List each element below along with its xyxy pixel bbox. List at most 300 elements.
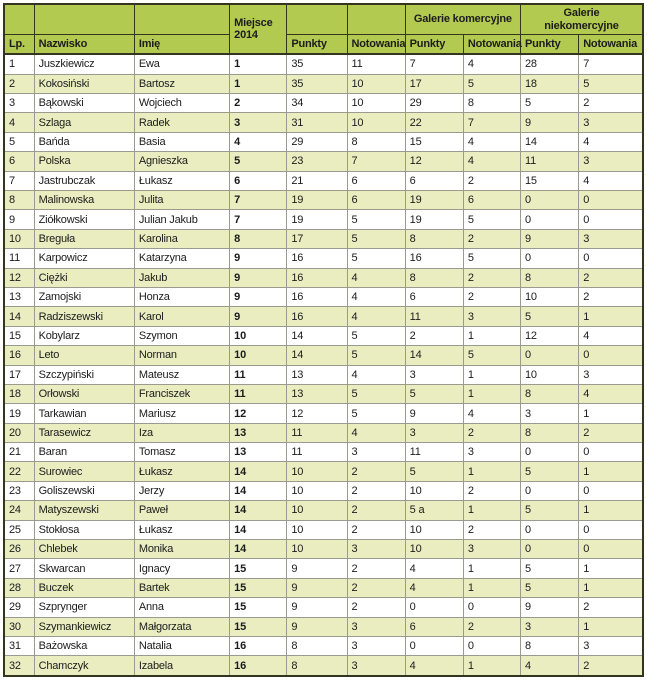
- cell-lp: 5: [4, 132, 34, 151]
- cell-gn-punkty: 18: [521, 74, 579, 93]
- cell-gk-punkty: 5: [405, 462, 463, 481]
- cell-gk-notowania: 2: [463, 171, 520, 190]
- cell-nazwisko: Bąkowski: [34, 94, 134, 113]
- cell-notowania: 5: [347, 384, 405, 403]
- cell-lp: 31: [4, 637, 34, 656]
- cell-gn-notowania: 7: [579, 54, 643, 74]
- cell-miejsce-2014: 11: [230, 365, 287, 384]
- cell-miejsce-2014: 11: [230, 384, 287, 403]
- cell-notowania: 10: [347, 94, 405, 113]
- cell-nazwisko: Szprynger: [34, 598, 134, 617]
- cell-nazwisko: Kobylarz: [34, 326, 134, 345]
- cell-notowania: 11: [347, 54, 405, 74]
- cell-nazwisko: Matyszewski: [34, 501, 134, 520]
- cell-notowania: 2: [347, 578, 405, 597]
- cell-imie: Agnieszka: [134, 152, 229, 171]
- column-header-imie: Imię: [134, 35, 229, 55]
- cell-gn-punkty: 28: [521, 54, 579, 74]
- cell-imie: Jerzy: [134, 481, 229, 500]
- cell-gn-notowania: 4: [579, 132, 643, 151]
- cell-notowania: 4: [347, 423, 405, 442]
- table-row: [4, 501, 643, 520]
- cell-gk-punkty: 5 a: [405, 501, 463, 520]
- cell-miejsce-2014: 9: [230, 307, 287, 326]
- cell-imie: Julian Jakub: [134, 210, 229, 229]
- cell-gn-punkty: 0: [521, 520, 579, 539]
- table-body: [4, 54, 643, 676]
- cell-miejsce-2014: 14: [230, 520, 287, 539]
- artist-ranking-table: [3, 3, 644, 677]
- cell-punkty: 35: [287, 54, 347, 74]
- cell-lp: 25: [4, 520, 34, 539]
- cell-nazwisko: Ciężki: [34, 268, 134, 287]
- cell-miejsce-2014: 3: [230, 113, 287, 132]
- column-header-miejsce-2014: Miejsce 2014: [230, 4, 287, 54]
- table-row: [4, 171, 643, 190]
- cell-gk-punkty: 7: [405, 54, 463, 74]
- cell-notowania: 4: [347, 268, 405, 287]
- cell-miejsce-2014: 14: [230, 481, 287, 500]
- cell-notowania: 7: [347, 152, 405, 171]
- cell-nazwisko: Chlebek: [34, 540, 134, 559]
- cell-notowania: 5: [347, 210, 405, 229]
- cell-gn-notowania: 2: [579, 598, 643, 617]
- cell-gn-punkty: 4: [521, 656, 579, 676]
- cell-notowania: 2: [347, 559, 405, 578]
- cell-gk-punkty: 4: [405, 578, 463, 597]
- cell-gn-notowania: 0: [579, 540, 643, 559]
- cell-miejsce-2014: 4: [230, 132, 287, 151]
- cell-imie: Karolina: [134, 229, 229, 248]
- cell-gn-notowania: 1: [579, 617, 643, 636]
- cell-gn-punkty: 5: [521, 559, 579, 578]
- column-header-gk-punkty: Punkty: [405, 35, 463, 55]
- cell-gk-notowania: 2: [463, 287, 520, 306]
- cell-gn-notowania: 0: [579, 520, 643, 539]
- cell-gk-notowania: 4: [463, 404, 520, 423]
- cell-punkty: 19: [287, 191, 347, 210]
- cell-lp: 11: [4, 249, 34, 268]
- header-spacer-lp: [4, 4, 34, 35]
- cell-lp: 4: [4, 113, 34, 132]
- cell-gk-punkty: 3: [405, 365, 463, 384]
- table-row: [4, 346, 643, 365]
- cell-gk-punkty: 17: [405, 74, 463, 93]
- column-header-nazwisko: Nazwisko: [34, 35, 134, 55]
- cell-miejsce-2014: 15: [230, 617, 287, 636]
- cell-gn-notowania: 1: [579, 462, 643, 481]
- cell-miejsce-2014: 16: [230, 637, 287, 656]
- cell-imie: Łukasz: [134, 520, 229, 539]
- table-row: [4, 423, 643, 442]
- table-row: [4, 540, 643, 559]
- cell-lp: 24: [4, 501, 34, 520]
- cell-gk-notowania: 1: [463, 501, 520, 520]
- table-row: [4, 210, 643, 229]
- header-spacer-imie: [134, 4, 229, 35]
- cell-gk-punkty: 6: [405, 171, 463, 190]
- cell-imie: Małgorzata: [134, 617, 229, 636]
- cell-gk-notowania: 6: [463, 191, 520, 210]
- cell-gk-notowania: 0: [463, 637, 520, 656]
- cell-gn-notowania: 4: [579, 326, 643, 345]
- cell-gk-notowania: 1: [463, 559, 520, 578]
- cell-gn-notowania: 0: [579, 210, 643, 229]
- cell-miejsce-2014: 8: [230, 229, 287, 248]
- cell-gk-notowania: 2: [463, 617, 520, 636]
- cell-imie: Norman: [134, 346, 229, 365]
- cell-nazwisko: Malinowska: [34, 191, 134, 210]
- cell-punkty: 10: [287, 481, 347, 500]
- cell-gk-notowania: 2: [463, 520, 520, 539]
- cell-lp: 32: [4, 656, 34, 676]
- cell-gk-notowania: 5: [463, 74, 520, 93]
- table-row: [4, 404, 643, 423]
- cell-punkty: 9: [287, 578, 347, 597]
- cell-imie: Ewa: [134, 54, 229, 74]
- header-group-row: [4, 4, 643, 35]
- cell-punkty: 9: [287, 617, 347, 636]
- cell-gk-notowania: 2: [463, 423, 520, 442]
- table-row: [4, 152, 643, 171]
- cell-imie: Katarzyna: [134, 249, 229, 268]
- table-row: [4, 637, 643, 656]
- cell-gn-punkty: 0: [521, 481, 579, 500]
- cell-notowania: 2: [347, 520, 405, 539]
- cell-gn-notowania: 0: [579, 443, 643, 462]
- cell-punkty: 10: [287, 540, 347, 559]
- cell-punkty: 35: [287, 74, 347, 93]
- cell-gk-punkty: 19: [405, 210, 463, 229]
- cell-gk-notowania: 5: [463, 346, 520, 365]
- cell-lp: 20: [4, 423, 34, 442]
- table-header: [4, 4, 643, 54]
- cell-nazwisko: Stokłosa: [34, 520, 134, 539]
- cell-gn-punkty: 8: [521, 268, 579, 287]
- header-spacer-nazwisko: [34, 4, 134, 35]
- cell-miejsce-2014: 14: [230, 462, 287, 481]
- cell-nazwisko: Buczek: [34, 578, 134, 597]
- cell-imie: Łukasz: [134, 462, 229, 481]
- header-label-row: [4, 35, 643, 55]
- cell-gn-punkty: 15: [521, 171, 579, 190]
- cell-nazwisko: Leto: [34, 346, 134, 365]
- cell-punkty: 10: [287, 501, 347, 520]
- table-row: [4, 559, 643, 578]
- cell-punkty: 14: [287, 326, 347, 345]
- cell-nazwisko: Surowiec: [34, 462, 134, 481]
- cell-punkty: 9: [287, 559, 347, 578]
- cell-lp: 18: [4, 384, 34, 403]
- cell-gn-notowania: 2: [579, 268, 643, 287]
- cell-gk-punkty: 10: [405, 540, 463, 559]
- cell-miejsce-2014: 7: [230, 210, 287, 229]
- cell-notowania: 5: [347, 249, 405, 268]
- cell-imie: Franciszek: [134, 384, 229, 403]
- cell-gk-punkty: 11: [405, 443, 463, 462]
- cell-notowania: 4: [347, 287, 405, 306]
- cell-notowania: 5: [347, 229, 405, 248]
- cell-nazwisko: Polska: [34, 152, 134, 171]
- cell-miejsce-2014: 1: [230, 54, 287, 74]
- cell-imie: Basia: [134, 132, 229, 151]
- cell-imie: Izabela: [134, 656, 229, 676]
- cell-gk-punkty: 29: [405, 94, 463, 113]
- cell-nazwisko: Szlaga: [34, 113, 134, 132]
- cell-punkty: 14: [287, 346, 347, 365]
- cell-gk-notowania: 5: [463, 249, 520, 268]
- cell-gk-punkty: 6: [405, 617, 463, 636]
- cell-imie: Tomasz: [134, 443, 229, 462]
- cell-punkty: 8: [287, 656, 347, 676]
- cell-gn-notowania: 2: [579, 94, 643, 113]
- cell-gk-punkty: 11: [405, 307, 463, 326]
- cell-gn-notowania: 4: [579, 384, 643, 403]
- cell-nazwisko: Zamojski: [34, 287, 134, 306]
- cell-gk-notowania: 3: [463, 443, 520, 462]
- cell-nazwisko: Goliszewski: [34, 481, 134, 500]
- cell-imie: Ignacy: [134, 559, 229, 578]
- cell-gn-notowania: 3: [579, 152, 643, 171]
- cell-gn-punkty: 5: [521, 578, 579, 597]
- cell-gk-notowania: 1: [463, 326, 520, 345]
- cell-nazwisko: Ziółkowski: [34, 210, 134, 229]
- table-row: [4, 249, 643, 268]
- cell-punkty: 29: [287, 132, 347, 151]
- cell-imie: Łukasz: [134, 171, 229, 190]
- cell-miejsce-2014: 9: [230, 268, 287, 287]
- cell-gn-notowania: 2: [579, 656, 643, 676]
- cell-miejsce-2014: 2: [230, 94, 287, 113]
- cell-punkty: 13: [287, 365, 347, 384]
- cell-gk-notowania: 1: [463, 365, 520, 384]
- cell-gn-punkty: 11: [521, 152, 579, 171]
- column-header-gn-notowania: Notowania: [579, 35, 643, 55]
- cell-miejsce-2014: 15: [230, 598, 287, 617]
- cell-gn-punkty: 3: [521, 617, 579, 636]
- cell-gk-punkty: 16: [405, 249, 463, 268]
- cell-gn-punkty: 0: [521, 540, 579, 559]
- table-row: [4, 268, 643, 287]
- cell-miejsce-2014: 16: [230, 656, 287, 676]
- cell-punkty: 16: [287, 307, 347, 326]
- header-spacer-punkty: [287, 4, 347, 35]
- cell-gn-punkty: 0: [521, 210, 579, 229]
- cell-imie: Bartek: [134, 578, 229, 597]
- cell-notowania: 2: [347, 501, 405, 520]
- cell-lp: 28: [4, 578, 34, 597]
- cell-notowania: 5: [347, 404, 405, 423]
- cell-imie: Radek: [134, 113, 229, 132]
- table-row: [4, 287, 643, 306]
- cell-gk-notowania: 1: [463, 384, 520, 403]
- cell-notowania: 3: [347, 656, 405, 676]
- cell-punkty: 10: [287, 520, 347, 539]
- cell-gk-notowania: 8: [463, 94, 520, 113]
- cell-punkty: 8: [287, 637, 347, 656]
- cell-lp: 13: [4, 287, 34, 306]
- cell-nazwisko: Jastrubczak: [34, 171, 134, 190]
- cell-gk-punkty: 3: [405, 423, 463, 442]
- cell-nazwisko: Breguła: [34, 229, 134, 248]
- cell-gn-punkty: 8: [521, 423, 579, 442]
- cell-gk-notowania: 2: [463, 268, 520, 287]
- cell-gn-punkty: 0: [521, 191, 579, 210]
- cell-gn-notowania: 3: [579, 229, 643, 248]
- cell-lp: 30: [4, 617, 34, 636]
- table-row: [4, 617, 643, 636]
- cell-miejsce-2014: 5: [230, 152, 287, 171]
- cell-lp: 1: [4, 54, 34, 74]
- cell-gn-punkty: 5: [521, 462, 579, 481]
- cell-nazwisko: Tarasewicz: [34, 423, 134, 442]
- cell-lp: 9: [4, 210, 34, 229]
- cell-gn-punkty: 0: [521, 249, 579, 268]
- cell-gn-notowania: 1: [579, 559, 643, 578]
- cell-gn-notowania: 1: [579, 578, 643, 597]
- cell-imie: Karol: [134, 307, 229, 326]
- table-row: [4, 74, 643, 93]
- cell-gk-notowania: 1: [463, 462, 520, 481]
- table-row: [4, 307, 643, 326]
- cell-gn-punkty: 10: [521, 287, 579, 306]
- cell-gk-notowania: 3: [463, 540, 520, 559]
- cell-nazwisko: Baran: [34, 443, 134, 462]
- cell-gn-notowania: 0: [579, 346, 643, 365]
- cell-punkty: 16: [287, 287, 347, 306]
- cell-punkty: 11: [287, 443, 347, 462]
- cell-gn-punkty: 5: [521, 501, 579, 520]
- cell-nazwisko: Szymankiewicz: [34, 617, 134, 636]
- table-row: [4, 598, 643, 617]
- cell-miejsce-2014: 9: [230, 249, 287, 268]
- cell-gk-notowania: 2: [463, 229, 520, 248]
- cell-gk-punkty: 4: [405, 656, 463, 676]
- cell-gk-punkty: 5: [405, 384, 463, 403]
- cell-gn-notowania: 0: [579, 481, 643, 500]
- cell-punkty: 9: [287, 598, 347, 617]
- group-header-galerie-niekomercyjne: Galerie niekomercyjne: [521, 4, 643, 35]
- column-header-gk-notowania: Notowania: [463, 35, 520, 55]
- cell-gn-punkty: 3: [521, 404, 579, 423]
- cell-gk-notowania: 4: [463, 54, 520, 74]
- cell-notowania: 6: [347, 171, 405, 190]
- cell-notowania: 5: [347, 346, 405, 365]
- cell-gn-notowania: 4: [579, 171, 643, 190]
- cell-miejsce-2014: 14: [230, 501, 287, 520]
- cell-notowania: 2: [347, 462, 405, 481]
- cell-gk-punkty: 9: [405, 404, 463, 423]
- cell-gk-notowania: 1: [463, 578, 520, 597]
- cell-nazwisko: Szczypiński: [34, 365, 134, 384]
- cell-lp: 14: [4, 307, 34, 326]
- table-row: [4, 462, 643, 481]
- cell-notowania: 6: [347, 191, 405, 210]
- cell-punkty: 12: [287, 404, 347, 423]
- cell-imie: Natalia: [134, 637, 229, 656]
- cell-notowania: 2: [347, 481, 405, 500]
- cell-imie: Monika: [134, 540, 229, 559]
- cell-punkty: 11: [287, 423, 347, 442]
- table-row: [4, 443, 643, 462]
- cell-gk-notowania: 4: [463, 132, 520, 151]
- cell-miejsce-2014: 12: [230, 404, 287, 423]
- cell-gn-notowania: 2: [579, 287, 643, 306]
- cell-imie: Mateusz: [134, 365, 229, 384]
- cell-lp: 2: [4, 74, 34, 93]
- cell-imie: Honza: [134, 287, 229, 306]
- cell-gk-punkty: 8: [405, 229, 463, 248]
- cell-lp: 22: [4, 462, 34, 481]
- table-row: [4, 113, 643, 132]
- cell-lp: 19: [4, 404, 34, 423]
- cell-gn-notowania: 2: [579, 423, 643, 442]
- cell-miejsce-2014: 15: [230, 578, 287, 597]
- cell-punkty: 10: [287, 462, 347, 481]
- cell-gn-notowania: 0: [579, 191, 643, 210]
- table-row: [4, 54, 643, 74]
- cell-gk-notowania: 0: [463, 598, 520, 617]
- cell-nazwisko: Kokosiński: [34, 74, 134, 93]
- table-row: [4, 191, 643, 210]
- cell-lp: 3: [4, 94, 34, 113]
- table-row: [4, 132, 643, 151]
- cell-lp: 29: [4, 598, 34, 617]
- header-spacer-notowania: [347, 4, 405, 35]
- table-row: [4, 94, 643, 113]
- cell-nazwisko: Chamczyk: [34, 656, 134, 676]
- cell-gk-notowania: 5: [463, 210, 520, 229]
- cell-lp: 17: [4, 365, 34, 384]
- cell-lp: 27: [4, 559, 34, 578]
- cell-miejsce-2014: 13: [230, 423, 287, 442]
- table-row: [4, 229, 643, 248]
- cell-gn-notowania: 5: [579, 74, 643, 93]
- cell-gn-notowania: 3: [579, 113, 643, 132]
- cell-gk-punkty: 0: [405, 637, 463, 656]
- cell-notowania: 10: [347, 113, 405, 132]
- column-header-lp: Lp.: [4, 35, 34, 55]
- cell-miejsce-2014: 7: [230, 191, 287, 210]
- cell-gn-notowania: 0: [579, 249, 643, 268]
- cell-lp: 23: [4, 481, 34, 500]
- cell-punkty: 21: [287, 171, 347, 190]
- cell-punkty: 17: [287, 229, 347, 248]
- cell-miejsce-2014: 15: [230, 559, 287, 578]
- table-row: [4, 365, 643, 384]
- cell-gn-punkty: 0: [521, 346, 579, 365]
- cell-notowania: 10: [347, 74, 405, 93]
- cell-notowania: 3: [347, 637, 405, 656]
- table-row: [4, 656, 643, 676]
- column-header-gn-punkty: Punkty: [521, 35, 579, 55]
- cell-gk-punkty: 12: [405, 152, 463, 171]
- cell-gn-punkty: 0: [521, 443, 579, 462]
- cell-punkty: 34: [287, 94, 347, 113]
- cell-imie: Jakub: [134, 268, 229, 287]
- cell-gn-punkty: 8: [521, 637, 579, 656]
- cell-punkty: 16: [287, 249, 347, 268]
- cell-lp: 12: [4, 268, 34, 287]
- cell-gk-notowania: 2: [463, 481, 520, 500]
- cell-gk-punkty: 2: [405, 326, 463, 345]
- cell-nazwisko: Skwarcan: [34, 559, 134, 578]
- cell-gn-notowania: 1: [579, 404, 643, 423]
- cell-miejsce-2014: 10: [230, 346, 287, 365]
- cell-nazwisko: Karpowicz: [34, 249, 134, 268]
- cell-gk-punkty: 14: [405, 346, 463, 365]
- cell-nazwisko: Tarkawian: [34, 404, 134, 423]
